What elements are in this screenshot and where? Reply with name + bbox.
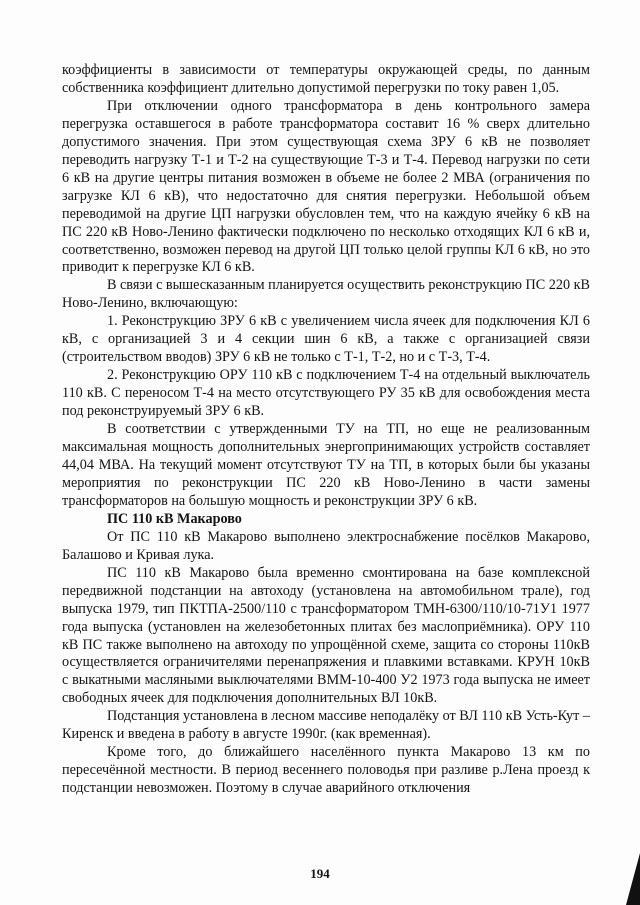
paragraph-transformer-overload: При отключении одного трансформатора в день контрольного замера перегрузка оставшегося в работе трансформатора составит 16 % сверх длительно допустимого значения. При этом существующая схема ЗРУ 6 кВ не позволяет переводить нагрузку Т-1 и Т-2 на существующие Т-3 и Т-4. Перевод нагрузки по сети 6 кВ на другие центры питания возможен в объеме не более 2 МВА (ограничения по загрузке КЛ 6 кВ), что недостаточно для снятия перегрузки. Небольшой объем переводимой на другие ЦП нагрузки обусловлен тем, что на каждую ячейку 6 кВ на ПС 220 кВ Ново-Ленино фактически подключено по несколько отходящих КЛ 6 кВ и, соответственно, возможен перевод на другой ЦП только целой группы КЛ 6 кВ, но это приводит к перегрузке КЛ 6 кВ. [62, 97, 590, 276]
paragraph-reconstruction-plan: В связи с вышесказанным планируется осуществить реконструкцию ПС 220 кВ Ново-Ленино, включающую: [62, 277, 590, 312]
scan-edge-mark [626, 853, 640, 905]
paragraph-power-supply: От ПС 110 кВ Макарово выполнено электроснабжение посёлков Макарово, Балашово и Кривая лука. [62, 528, 590, 563]
list-item-1: 1. Реконструкцию ЗРУ 6 кВ с увеличением числа ячеек для подключения КЛ 6 кВ, с организацией 3 и 4 секции шин 6 кВ, а также с организацией связи (строительством вводов) ЗРУ 6 кВ не только с Т-1, Т-2, но и с Т-3, Т-4. [62, 313, 590, 366]
list-item-2: 2. Реконструкцию ОРУ 110 кВ с подключением Т-4 на отдельный выключатель 110 кВ. С переносом Т-4 на место отсутствующего РУ 35 кВ для освобождения места под реконструируемый ЗРУ 6 кВ. [62, 367, 590, 420]
document-body [62, 62, 590, 798]
paragraph-substation-location: Подстанция установлена в лесном массиве неподалёку от ВЛ 110 кВ Усть-Кут – Киренск и введена в работу в августе 1990г. (как временная). [62, 708, 590, 743]
paragraph-substation-equipment: ПС 110 кВ Макарово была временно смонтирована на базе комплексной передвижной подстанции на автоходу (установлена на автомобильном трале), год выпуска 1979, тип ПКТПА-2500/110 с трансформатором ТМН-6300/110/10-71У1 1977 года выпуска (установлен на железобетонных плитах без маслоприёмника). ОРУ 110 кВ ПС также выполнено на автоходу по упрощённой схеме, защита со стороны 110кВ осуществляется ограничителями перенапряжения и плавкими вставками. КРУН 10кВ с выкатными масляными выключателями ВММ-10-400 У2 1973 года выпуска не имеет свободных ячеек для подключения дополнительных ВЛ 10кВ. [62, 564, 590, 707]
page-number: 194 [310, 866, 330, 881]
paragraph-technical-conditions: В соответствии с утвержденными ТУ на ТП, но еще не реализованным максимальная мощность дополнительных энергопринимающих устройств составляет 44,04 МВА. На текущий момент отсутствуют ТУ на ТП, в которых были бы указаны мероприятия по реконструкции ПС 220 кВ Ново-Ленино в части замены трансформаторов на большую мощность и реконструкции ЗРУ 6 кВ. [62, 421, 590, 509]
paragraph-continuation: коэффициенты в зависимости от температуры окружающей среды, по данным собственника коэффициент длительно допустимой перегрузки по току равен 1,05. [62, 62, 590, 96]
paragraph-access-conditions: Кроме того, до ближайшего населённого пункта Макарово 13 км по пересечённой местности. В период весеннего половодья при разливе р.Лена проезд к подстанции невозможен. Поэтому в случае аварийного отключения [62, 744, 590, 797]
section-heading: ПС 110 кВ Макарово [107, 510, 242, 527]
